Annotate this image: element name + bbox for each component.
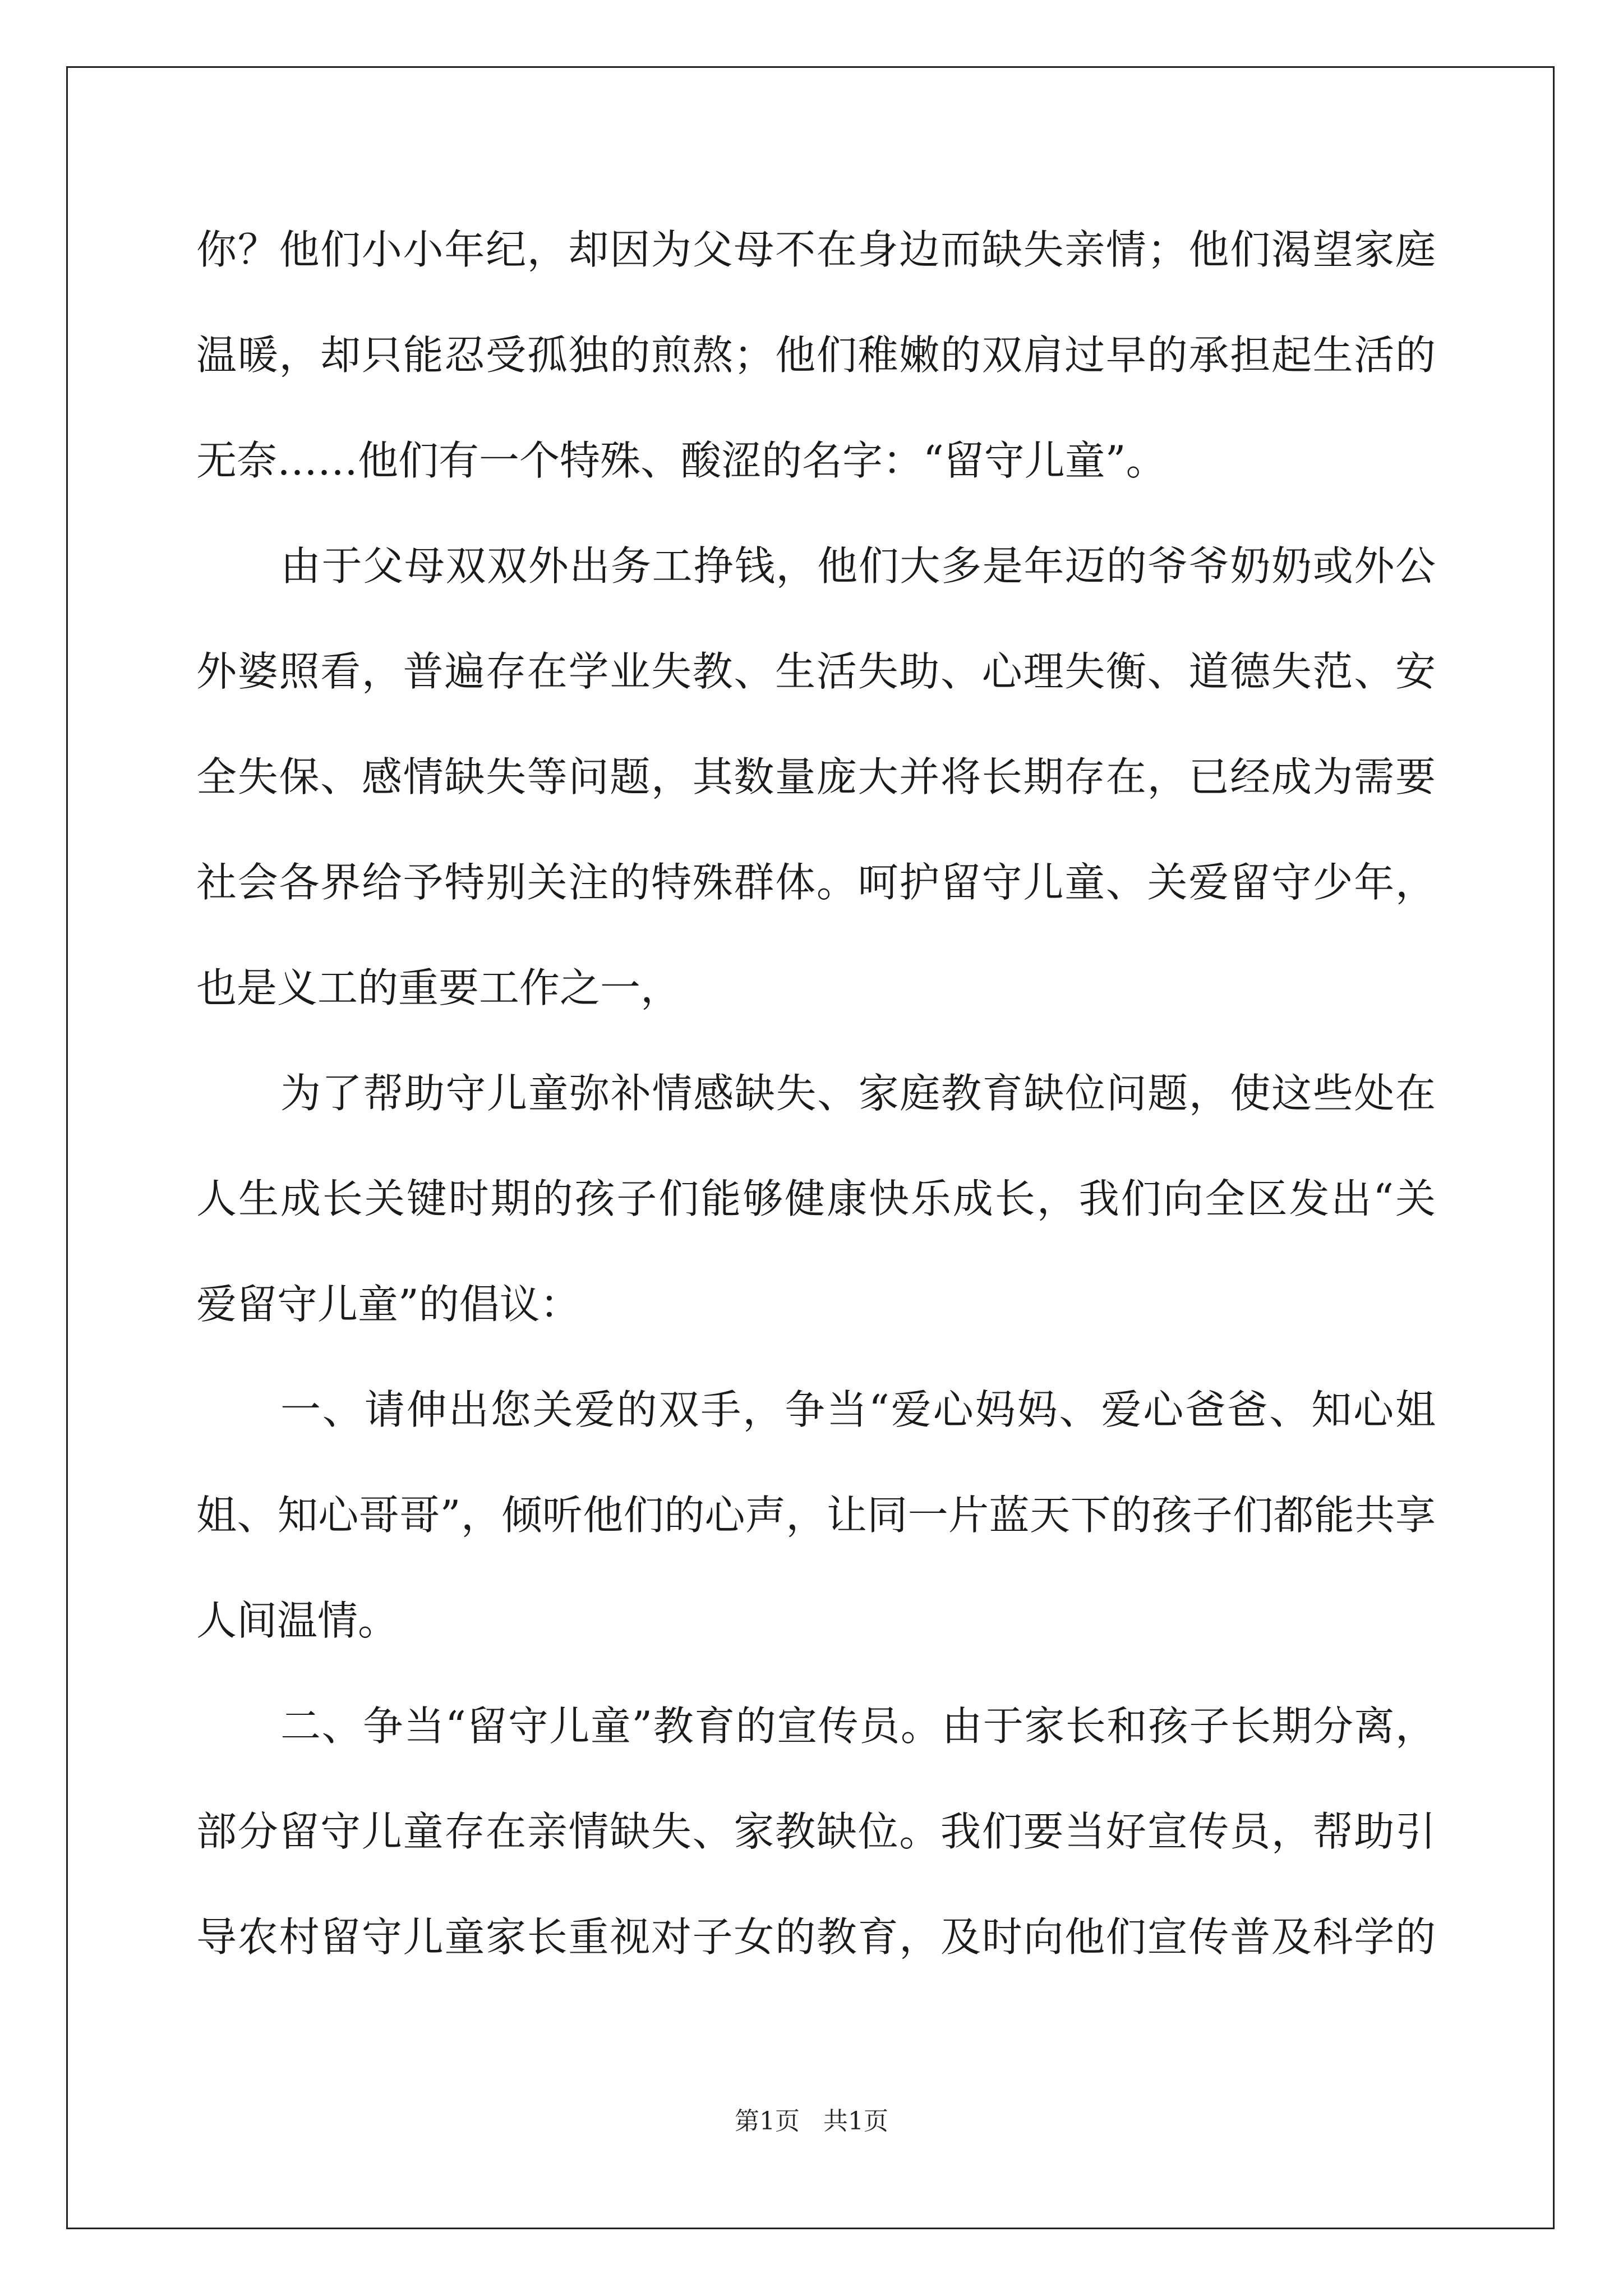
paragraph-first-line: 为了帮助守儿童弥补情感缺失、家庭教育缺位问题，使这些处在 [280, 1070, 1436, 1117]
text-line: 外婆照看，普遍存在学业失教、生活失助、心理失衡、道德失范、安 [196, 648, 1436, 695]
paragraph-first-line: 二、争当“留守儿童”教育的宣传员。由于家长和孩子长期分离， [280, 1703, 1436, 1750]
text-line: 导农村留守儿童家长重视对子女的教育，及时向他们宣传普及科学的 [196, 1913, 1436, 1961]
text-line: 人生成长关键时期的孩子们能够健康快乐成长，我们向全区发出“关 [196, 1175, 1436, 1222]
text-line: 社会各界给予特别关注的特殊群体。呵护留守儿童、关爱留守少年， [196, 859, 1436, 906]
text-line: 人间温情。 [196, 1597, 399, 1644]
page-number-total: 共1页 [823, 2107, 888, 2136]
text-line: 爱留守儿童”的倡议： [196, 1281, 580, 1328]
page-number-current: 第1页 [735, 2107, 800, 2136]
text-line: 部分留守儿童存在亲情缺失、家教缺位。我们要当好宣传员，帮助引 [196, 1808, 1436, 1855]
page-footer [0, 2105, 1623, 2138]
text-line: 你？他们小小年纪，却因为父母不在身边而缺失亲情；他们渴望家庭 [196, 226, 1436, 273]
paragraph-first-line: 由于父母双双外出务工挣钱，他们大多是年迈的爷爷奶奶或外公 [280, 542, 1436, 590]
text-line: 姐、知心哥哥”，倾听他们的心声，让同一片蓝天下的孩子们都能共享 [196, 1492, 1436, 1539]
text-line: 无奈……他们有一个特殊、酸涩的名字：“留守儿童”。 [196, 437, 1166, 484]
text-line: 全失保、感情缺失等问题，其数量庞大并将长期存在，已经成为需要 [196, 753, 1436, 800]
page-border [66, 66, 1555, 2229]
text-line: 也是义工的重要工作之一， [196, 964, 681, 1011]
paragraph-first-line: 一、请伸出您关爱的双手，争当“爱心妈妈、爱心爸爸、知心姐 [280, 1386, 1436, 1433]
text-line: 温暖，却只能忍受孤独的煎熬；他们稚嫩的双肩过早的承担起生活的 [196, 332, 1436, 379]
